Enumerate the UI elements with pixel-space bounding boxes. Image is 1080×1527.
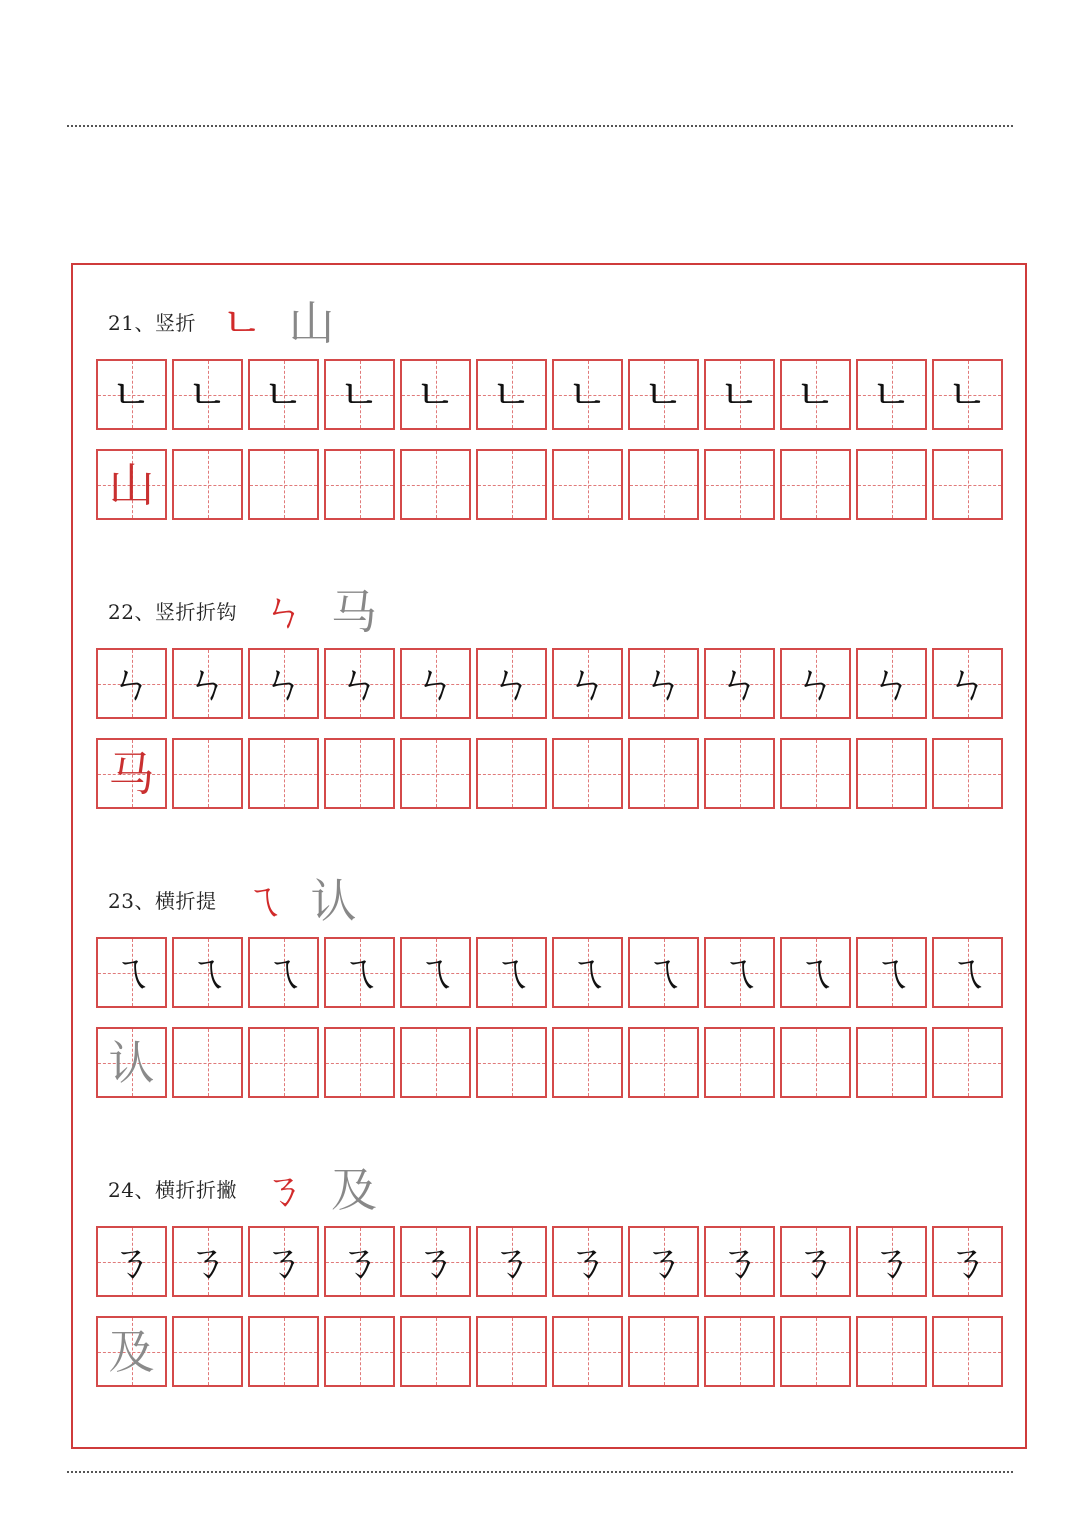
blank-practice-cell[interactable]: [400, 449, 471, 520]
practice-cell: [248, 1226, 319, 1297]
practice-cell: [552, 1226, 623, 1297]
blank-practice-cell[interactable]: [476, 1316, 547, 1387]
blank-practice-cell[interactable]: [248, 1316, 319, 1387]
stroke-glyph: ㄋ: [870, 1236, 913, 1286]
stroke-glyph: ㄋ: [490, 1236, 533, 1286]
blank-practice-cell[interactable]: [172, 449, 243, 520]
stroke-practice-row: [96, 1226, 1003, 1298]
section-title: 21、竖折: [108, 311, 196, 335]
practice-cell: [704, 648, 775, 719]
blank-practice-cell[interactable]: [552, 738, 623, 809]
blank-practice-cell[interactable]: [324, 1316, 395, 1387]
top-dotted-divider: [67, 125, 1013, 127]
practice-cell: [628, 648, 699, 719]
example-character: 认: [310, 874, 357, 928]
blank-practice-cell[interactable]: [932, 1316, 1003, 1387]
practice-cell: [400, 1226, 471, 1297]
blank-practice-cell[interactable]: [628, 738, 699, 809]
blank-practice-cell[interactable]: [172, 738, 243, 809]
blank-practice-cell[interactable]: [324, 449, 395, 520]
blank-practice-cell[interactable]: [932, 449, 1003, 520]
blank-practice-cell[interactable]: [780, 1027, 851, 1098]
practice-cell: [172, 1226, 243, 1297]
practice-cell: [476, 359, 547, 430]
practice-cell: [704, 359, 775, 430]
practice-cell: [932, 648, 1003, 719]
sample-character: 山: [108, 457, 155, 512]
stroke-glyph: ㄣ: [262, 658, 305, 708]
practice-cell: [856, 648, 927, 719]
stroke-glyph: ㄴ: [339, 369, 380, 419]
blank-practice-cell[interactable]: [780, 738, 851, 809]
stroke-glyph: ㄴ: [947, 369, 988, 419]
practice-cell: [780, 937, 851, 1008]
practice-cell: [400, 937, 471, 1008]
character-practice-row: [96, 738, 1003, 810]
stroke-glyph: ㄟ: [242, 876, 285, 925]
blank-practice-cell[interactable]: [932, 738, 1003, 809]
practice-cell: [172, 937, 243, 1008]
example-character: 马: [330, 585, 377, 639]
bottom-dotted-divider: [67, 1471, 1013, 1473]
stroke-glyph: ㄴ: [187, 369, 228, 419]
stroke-glyph: ㄴ: [643, 369, 684, 419]
practice-cell: [552, 937, 623, 1008]
sample-cell: [96, 738, 167, 809]
practice-cell: [628, 1226, 699, 1297]
stroke-practice-row: [96, 359, 1003, 431]
stroke-glyph: ㄴ: [111, 369, 152, 419]
practice-cell: [932, 359, 1003, 430]
sample-cell: [96, 1027, 167, 1098]
blank-practice-cell[interactable]: [780, 449, 851, 520]
stroke-glyph: ㄋ: [262, 1236, 305, 1286]
blank-practice-cell[interactable]: [248, 449, 319, 520]
blank-practice-cell[interactable]: [704, 738, 775, 809]
section-heading: [108, 873, 356, 929]
character-practice-row: [96, 449, 1003, 521]
practice-cell: [248, 937, 319, 1008]
practice-cell: [400, 648, 471, 719]
practice-cell: [324, 359, 395, 430]
stroke-glyph: ㄋ: [414, 1236, 457, 1286]
stroke-glyph: ㄟ: [338, 947, 381, 997]
practice-cell: [248, 648, 319, 719]
stroke-section: [96, 580, 1006, 810]
example-character: 山: [288, 296, 335, 350]
blank-practice-cell[interactable]: [856, 1316, 927, 1387]
stroke-glyph: ㄣ: [490, 658, 533, 708]
blank-practice-cell[interactable]: [704, 449, 775, 520]
stroke-glyph: ㄴ: [719, 369, 760, 419]
stroke-glyph: ㄣ: [338, 658, 381, 708]
blank-practice-cell[interactable]: [324, 1027, 395, 1098]
section-title: 24、横折折撇: [108, 1178, 237, 1202]
practice-cell: [96, 937, 167, 1008]
practice-cell: [780, 1226, 851, 1297]
stroke-glyph: ㄴ: [221, 298, 263, 347]
practice-cell: [248, 359, 319, 430]
sample-cell: [96, 449, 167, 520]
section-heading: [108, 1162, 377, 1218]
blank-practice-cell[interactable]: [552, 449, 623, 520]
blank-practice-cell[interactable]: [400, 1316, 471, 1387]
blank-practice-cell[interactable]: [552, 1027, 623, 1098]
blank-practice-cell[interactable]: [476, 738, 547, 809]
example-character: 及: [330, 1163, 377, 1217]
blank-practice-cell[interactable]: [172, 1027, 243, 1098]
stroke-glyph: ㄟ: [794, 947, 837, 997]
section-heading: [108, 584, 377, 640]
practice-cell: [476, 648, 547, 719]
stroke-glyph: ㄣ: [870, 658, 913, 708]
section-title: 22、竖折折钩: [108, 600, 237, 624]
sample-character: 认: [108, 1035, 155, 1090]
blank-practice-cell[interactable]: [476, 1027, 547, 1098]
stroke-glyph: ㄣ: [794, 658, 837, 708]
stroke-glyph: ㄟ: [870, 947, 913, 997]
practice-cell: [856, 359, 927, 430]
stroke-glyph: ㄟ: [110, 947, 153, 997]
stroke-glyph: ㄋ: [110, 1236, 153, 1286]
sample-cell: [96, 1316, 167, 1387]
blank-practice-cell[interactable]: [628, 1027, 699, 1098]
stroke-glyph: ㄋ: [566, 1236, 609, 1286]
stroke-glyph: ㄣ: [186, 658, 229, 708]
stroke-glyph: ㄟ: [642, 947, 685, 997]
stroke-section: [96, 869, 1006, 1099]
blank-practice-cell[interactable]: [704, 1027, 775, 1098]
practice-cell: [96, 648, 167, 719]
stroke-glyph: ㄴ: [871, 369, 912, 419]
practice-cell: [324, 1226, 395, 1297]
practice-cell: [628, 937, 699, 1008]
sample-character: 马: [108, 746, 155, 801]
stroke-glyph: ㄋ: [642, 1236, 685, 1286]
stroke-glyph: ㄋ: [718, 1236, 761, 1286]
blank-practice-cell[interactable]: [324, 738, 395, 809]
stroke-glyph: ㄴ: [263, 369, 304, 419]
blank-practice-cell[interactable]: [628, 449, 699, 520]
stroke-glyph: ㄴ: [567, 369, 608, 419]
blank-practice-cell[interactable]: [856, 449, 927, 520]
practice-cell: [932, 937, 1003, 1008]
blank-practice-cell[interactable]: [932, 1027, 1003, 1098]
stroke-glyph: ㄋ: [338, 1236, 381, 1286]
stroke-glyph: ㄴ: [491, 369, 532, 419]
blank-practice-cell[interactable]: [400, 738, 471, 809]
practice-cell: [552, 648, 623, 719]
stroke-glyph: ㄋ: [794, 1236, 837, 1286]
practice-cell: [552, 359, 623, 430]
stroke-glyph: ㄣ: [262, 587, 305, 636]
stroke-glyph: ㄋ: [946, 1236, 989, 1286]
stroke-practice-row: [96, 937, 1003, 1009]
blank-practice-cell[interactable]: [856, 738, 927, 809]
stroke-glyph: ㄣ: [414, 658, 457, 708]
character-practice-row: [96, 1316, 1003, 1388]
stroke-glyph: ㄟ: [718, 947, 761, 997]
practice-cell: [704, 1226, 775, 1297]
character-practice-row: [96, 1027, 1003, 1099]
blank-practice-cell[interactable]: [552, 1316, 623, 1387]
practice-cell: [96, 359, 167, 430]
blank-practice-cell[interactable]: [476, 449, 547, 520]
stroke-glyph: ㄋ: [262, 1165, 305, 1214]
practice-cell: [172, 648, 243, 719]
blank-practice-cell[interactable]: [704, 1316, 775, 1387]
blank-practice-cell[interactable]: [628, 1316, 699, 1387]
practice-cell: [476, 1226, 547, 1297]
stroke-glyph: ㄣ: [566, 658, 609, 708]
practice-cell: [324, 937, 395, 1008]
blank-practice-cell[interactable]: [400, 1027, 471, 1098]
practice-cell: [172, 359, 243, 430]
blank-practice-cell[interactable]: [780, 1316, 851, 1387]
stroke-glyph: ㄟ: [566, 947, 609, 997]
practice-cell: [780, 648, 851, 719]
stroke-glyph: ㄣ: [642, 658, 685, 708]
practice-cell: [856, 1226, 927, 1297]
stroke-glyph: ㄴ: [415, 369, 456, 419]
stroke-section: [96, 1158, 1006, 1388]
blank-practice-cell[interactable]: [856, 1027, 927, 1098]
practice-cell: [400, 359, 471, 430]
stroke-glyph: ㄋ: [186, 1236, 229, 1286]
stroke-glyph: ㄟ: [262, 947, 305, 997]
blank-practice-cell[interactable]: [248, 1027, 319, 1098]
stroke-glyph: ㄟ: [490, 947, 533, 997]
practice-cell: [704, 937, 775, 1008]
stroke-glyph: ㄟ: [946, 947, 989, 997]
section-title: 23、横折提: [108, 889, 217, 913]
sample-character: 及: [108, 1324, 155, 1379]
blank-practice-cell[interactable]: [248, 738, 319, 809]
stroke-glyph: ㄣ: [946, 658, 989, 708]
practice-cell: [628, 359, 699, 430]
stroke-glyph: ㄣ: [110, 658, 153, 708]
practice-cell: [96, 1226, 167, 1297]
stroke-glyph: ㄟ: [186, 947, 229, 997]
practice-cell: [856, 937, 927, 1008]
practice-cell: [780, 359, 851, 430]
stroke-glyph: ㄟ: [414, 947, 457, 997]
stroke-practice-row: [96, 648, 1003, 720]
stroke-glyph: ㄣ: [718, 658, 761, 708]
blank-practice-cell[interactable]: [172, 1316, 243, 1387]
section-heading: [108, 295, 335, 351]
practice-cell: [476, 937, 547, 1008]
stroke-glyph: ㄴ: [795, 369, 836, 419]
stroke-section: [96, 291, 1006, 521]
practice-cell: [324, 648, 395, 719]
practice-cell: [932, 1226, 1003, 1297]
